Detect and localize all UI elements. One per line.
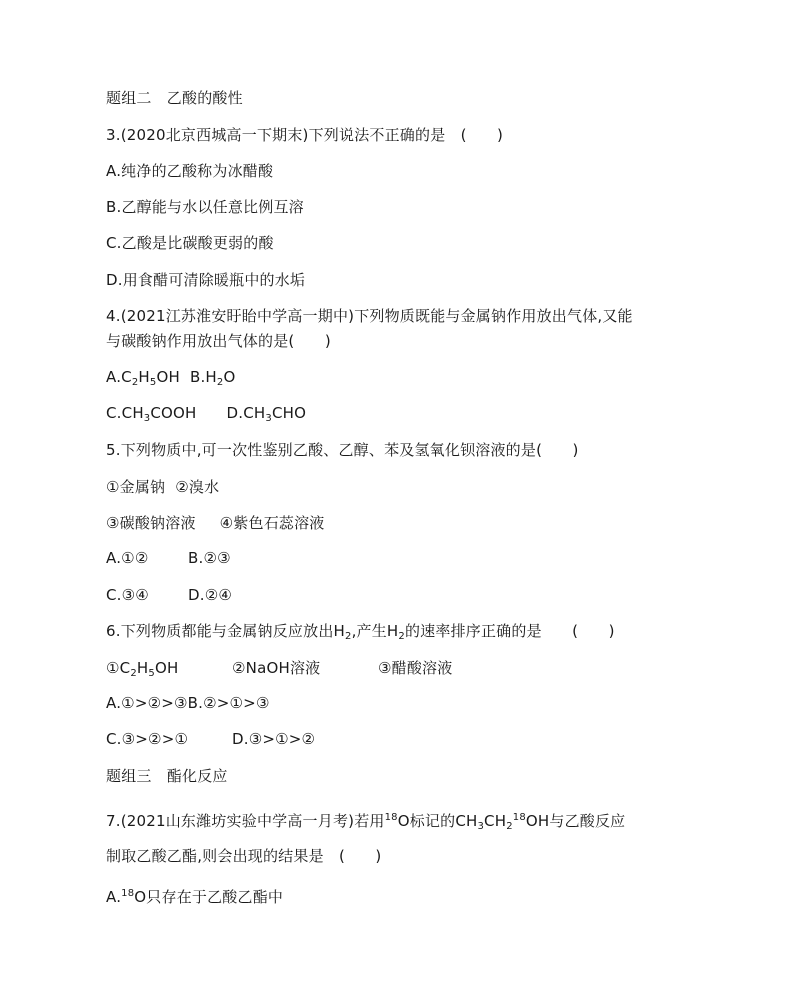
q3-option-b: B.乙醇能与水以任意比例互溶 <box>106 198 304 216</box>
q6-option-b: B.②>①>③ <box>187 694 270 712</box>
q5-item-2: ②溴水 <box>175 478 220 496</box>
q6-option-d: D.③>①>② <box>232 730 316 748</box>
q5-options-ab <box>106 548 231 568</box>
q4-option-a: $A.C_2H_5OH$ <box>106 368 180 388</box>
group2-title: 题组二 乙酸的酸性 <box>106 89 243 107</box>
q4-stem-line1: 4.(2021江苏淮安盱眙中学高一期中)下列物质既能与金属钠作用放出气体,又能 <box>106 307 633 325</box>
q5-option-a: A.①② <box>106 549 149 567</box>
q4-option-c: $C.CH_3COOH$ <box>106 404 197 424</box>
q3-option-a: A.纯净的乙酸称为冰醋酸 <box>106 162 274 180</box>
q5-option-c: C.③④ <box>106 586 149 604</box>
q5-item-4: ④紫色石蕊溶液 <box>219 514 325 532</box>
q7-option-a: A.$^{18}$O只存在于乙酸乙酯中 <box>106 888 284 906</box>
q4-option-b: $B.H_2O$ <box>189 368 236 388</box>
q5-items-12 <box>106 477 219 497</box>
q7-stem-line2: 制取乙酸乙酯,则会出现的结果是 ( ) <box>106 847 382 865</box>
q7-stem-line1: 7.(2021山东潍坊实验中学高一月考)若用$^{18}$O标记的$CH_3CH_2^{18}OH$与乙酸反应 <box>106 812 626 832</box>
q6-item-1: $①C_2H_5OH$ <box>106 659 179 679</box>
q6-options-ab <box>106 693 270 713</box>
group3-title: 题组三 酯化反应 <box>106 767 228 785</box>
q5-item-1: ①金属钠 <box>106 478 166 496</box>
q6-stem: 6.下列物质都能与金属钠反应放出$H_2$,产生$H_2$的速率排序正确的是 ( ) <box>106 622 615 642</box>
q6-item-3: ③醋酸溶液 <box>378 659 453 677</box>
q5-option-d: D.②④ <box>188 586 233 604</box>
q5-item-3: ③碳酸钠溶液 <box>106 514 196 532</box>
q4-stem-line2: 与碳酸钠作用放出气体的是( ) <box>106 332 331 350</box>
q3-option-c: C.乙酸是比碳酸更弱的酸 <box>106 234 274 252</box>
q4-options-ab <box>106 367 235 387</box>
q6-option-c: C.③>②>① <box>106 730 189 748</box>
q3-option-d: D.用食醋可清除暖瓶中的水垢 <box>106 271 306 289</box>
q6-option-a: A.①>②>③ <box>106 694 188 712</box>
q5-option-b: B.②③ <box>188 549 231 567</box>
q4-option-d: $D.CH_3CHO$ <box>226 404 307 424</box>
q3-stem: 3.(2020北京西城高一下期末)下列说法不正确的是 ( ) <box>106 126 504 144</box>
q4-options-cd <box>106 403 306 423</box>
q6-item-2: ②NaOH溶液 <box>232 659 321 677</box>
q6-items <box>106 658 452 678</box>
q5-stem: 5.下列物质中,可一次性鉴别乙酸、乙醇、苯及氢氧化钡溶液的是( ) <box>106 441 579 459</box>
q5-items-34 <box>106 513 325 533</box>
q5-options-cd <box>106 585 232 605</box>
q6-options-cd <box>106 729 315 749</box>
